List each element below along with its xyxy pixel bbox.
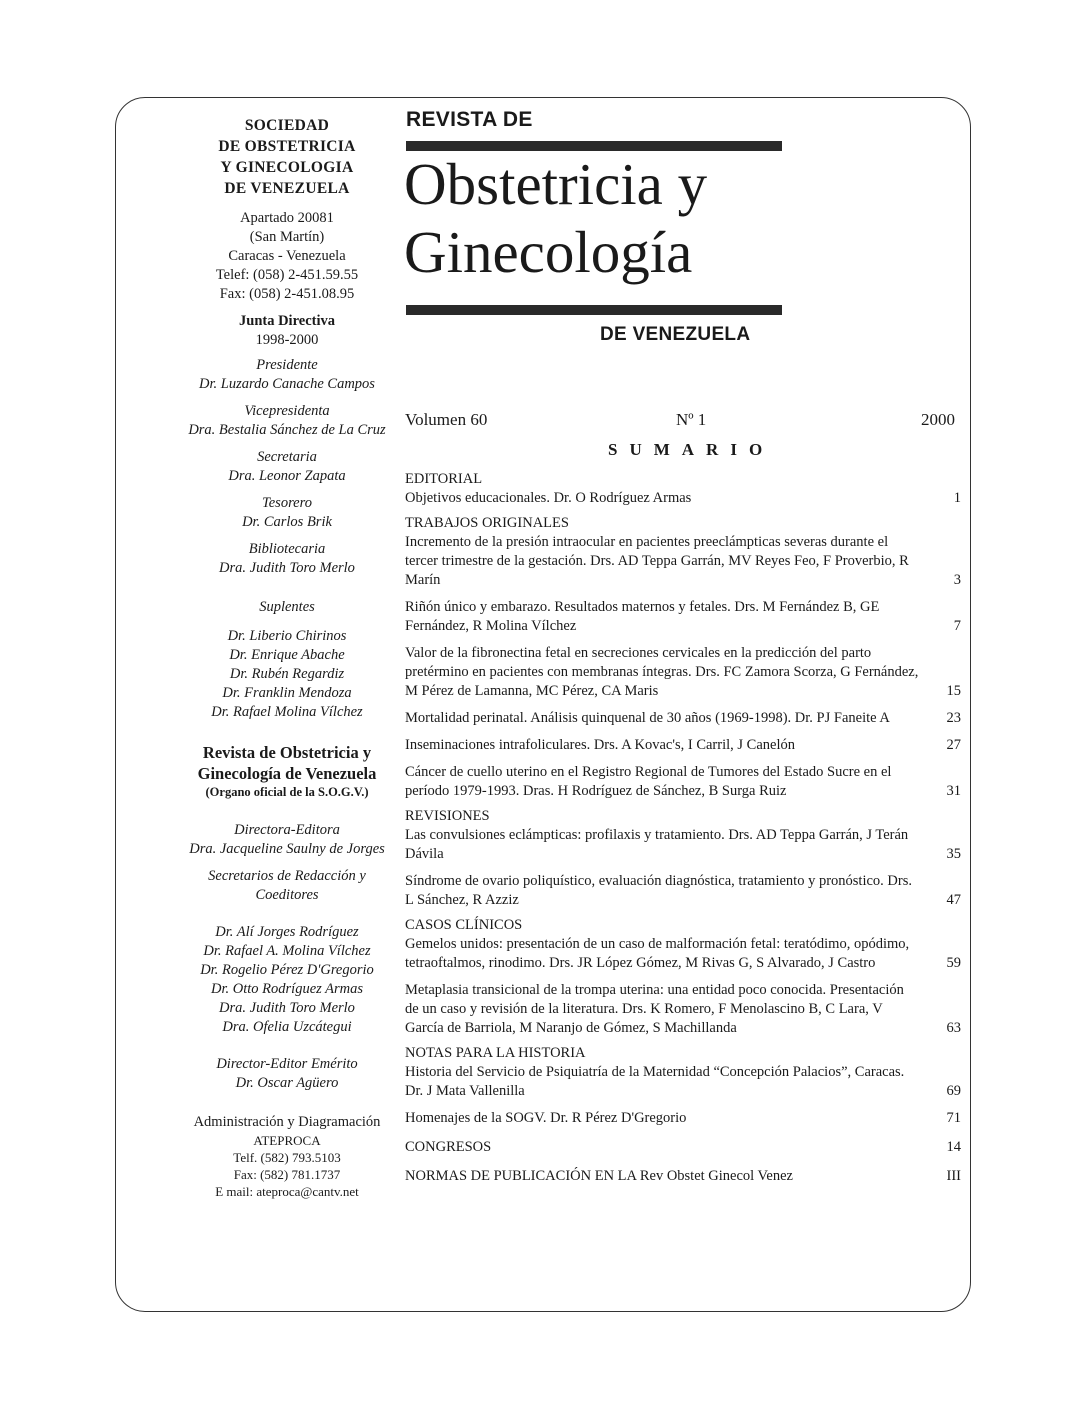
toc-entry-page: 23 xyxy=(946,710,961,726)
section-heading: NOTAS PARA LA HISTORIA xyxy=(405,1045,586,1061)
suplente-name: Dr. Rubén Regardiz xyxy=(229,666,345,682)
journal-name-line: Revista de Obstetricia y xyxy=(202,743,372,762)
issue-year: 2000 xyxy=(921,410,955,429)
secretaries-role: Secretarios de Redacción y xyxy=(208,868,366,884)
secretary-name: Dra. Ofelia Uzcátegui xyxy=(222,1019,352,1035)
journal-organ: (Organo oficial de la S.O.G.V.) xyxy=(205,785,369,799)
admin-line: ATEPROCA xyxy=(253,1133,321,1148)
toc-entry-page: 14 xyxy=(946,1139,961,1155)
role-title: Tesorero xyxy=(262,495,312,511)
secretary-name: Dr. Alí Jorges Rodríguez xyxy=(215,924,359,940)
toc-entry-text: NORMAS DE PUBLICACIÓN EN LA Rev Obstet Ginecol Venez xyxy=(405,1168,793,1184)
masthead-title xyxy=(404,150,707,286)
toc-entry-text: Historia del Servicio de Psiquiatría de la Maternidad “Concepción Palacios”, Caracas. Dr. J Mata Vallenilla xyxy=(405,1064,905,1099)
toc-entry[interactable] xyxy=(405,1063,961,1101)
emeritus-role: Director-Editor Emérito xyxy=(216,1056,358,1072)
masthead-title-line: Ginecología xyxy=(404,219,693,285)
toc-entry-page: 47 xyxy=(946,892,961,908)
role-title: Bibliotecaria xyxy=(248,541,326,557)
toc-entry-page: 3 xyxy=(953,572,961,588)
section-heading: EDITORIAL xyxy=(405,471,483,487)
secretaries-role: Coeditores xyxy=(255,887,319,903)
masthead-bottom: DE VENEZUELA xyxy=(600,324,751,345)
society-name-line: SOCIEDAD xyxy=(244,117,330,134)
sumario-heading: SUMARIO xyxy=(608,440,775,459)
secretary-name: Dr. Rogelio Pérez D'Gregorio xyxy=(200,962,374,978)
emeritus-name: Dr. Oscar Agüero xyxy=(235,1075,339,1091)
secretary-name: Dr. Rafael A. Molina Vílchez xyxy=(203,943,371,959)
toc-entry-page: III xyxy=(946,1168,961,1184)
toc-entry[interactable] xyxy=(405,598,961,636)
toc-entry[interactable] xyxy=(405,533,961,590)
editor-role: Directora-Editora xyxy=(234,822,340,838)
role-name: Dr. Luzardo Canache Campos xyxy=(199,376,375,392)
toc-entry-normas[interactable] xyxy=(405,1167,961,1186)
secretary-name: Dr. Otto Rodríguez Armas xyxy=(211,981,363,997)
board-title: Junta Directiva xyxy=(239,313,335,329)
address-line: Fax: (058) 2-451.08.95 xyxy=(219,286,355,302)
toc-entry-page: 7 xyxy=(953,618,961,634)
toc-entry-page: 27 xyxy=(946,737,961,753)
role-name: Dra. Bestalia Sánchez de La Cruz xyxy=(188,422,386,438)
editor-name: Dra. Jacqueline Saulny de Jorges xyxy=(189,841,385,857)
address-line: Apartado 20081 xyxy=(240,210,334,226)
section-heading: REVISIONES xyxy=(405,808,490,824)
journal-name-line: Ginecología de Venezuela xyxy=(197,764,377,783)
toc-entry-text: CONGRESOS xyxy=(405,1139,492,1155)
toc-entry-page: 31 xyxy=(946,783,961,799)
toc-entry[interactable] xyxy=(405,736,961,755)
toc-entry-page: 71 xyxy=(946,1110,961,1126)
masthead-rule-bottom xyxy=(406,305,782,315)
suplente-name: Dr. Enrique Abache xyxy=(229,647,345,663)
toc-entry-page: 1 xyxy=(953,490,961,506)
toc-entry[interactable] xyxy=(405,872,961,910)
suplente-name: Dr. Liberio Chirinos xyxy=(227,628,347,644)
toc-entry-page: 35 xyxy=(946,846,961,862)
toc-entry-text: Riñón único y embarazo. Resultados maternos y fetales. Drs. M Fernández B, GE Fernández, R Molina Vílchez xyxy=(405,599,880,634)
board-years: 1998-2000 xyxy=(255,332,319,348)
toc-entry[interactable] xyxy=(405,709,961,728)
suplente-name: Dr. Rafael Molina Vílchez xyxy=(211,704,363,720)
toc-entry-text: Síndrome de ovario poliquístico, evaluación diagnóstica, tratamiento y pronóstico. Drs. L Sánchez, R Azziz xyxy=(405,873,912,908)
masthead-title-line: Obstetricia y xyxy=(404,151,708,217)
toc-entry-text: Incremento de la presión intraocular en pacientes preeclámpticas severas durante el tercer trimestre de la gestación. Drs. AD Teppa Garrán, MV Reyes Feo, F Proverbio, R Marín xyxy=(405,534,909,588)
society-name-line: Y GINECOLOGIA xyxy=(220,159,354,176)
admin-title: Administración y Diagramación xyxy=(193,1114,381,1130)
toc-entry[interactable] xyxy=(405,826,961,864)
secretary-name: Dra. Judith Toro Merlo xyxy=(219,1000,355,1016)
toc-entry-text: Homenajes de la SOGV. Dr. R Pérez D'Gregorio xyxy=(405,1110,687,1126)
toc-entry[interactable] xyxy=(405,1109,961,1128)
role-name: Dra. Judith Toro Merlo xyxy=(219,560,355,576)
toc-entry[interactable] xyxy=(405,935,961,973)
role-title: Vicepresidenta xyxy=(244,403,330,419)
admin-line: Fax: (582) 781.1737 xyxy=(233,1167,341,1182)
table-of-contents xyxy=(405,470,961,1186)
address-line: Caracas - Venezuela xyxy=(228,248,346,264)
issue-volume: Volumen 60 xyxy=(405,410,488,429)
role-name: Dra. Leonor Zapata xyxy=(228,468,346,484)
toc-entry-page: 15 xyxy=(946,683,961,699)
toc-entry-congresos[interactable] xyxy=(405,1138,961,1157)
toc-entry-text: Gemelos unidos: presentación de un caso de malformación fetal: teratódimo, opódimo, tetraoftalmos, rinodimo. Drs. JR López Gómez, M Rivas G, S Alvarado, J Castro xyxy=(405,936,910,971)
society-name-line: DE VENEZUELA xyxy=(224,180,350,197)
admin-line: E mail: ateproca@cantv.net xyxy=(215,1184,359,1199)
toc-entry[interactable] xyxy=(405,981,961,1038)
toc-entry[interactable] xyxy=(405,644,961,701)
toc-entry[interactable] xyxy=(405,489,961,508)
role-name: Dr. Carlos Brik xyxy=(242,514,332,530)
society-name-line: DE OBSTETRICIA xyxy=(218,138,356,155)
toc-entry-text: Valor de la fibronectina fetal en secreciones cervicales en la predicción del parto pretérmino en pacientes con membranas íntegras. Drs. FC Zamora Scorza, G Fernández, M Pérez de Lamanna, MC Pérez, CA Maris xyxy=(405,645,919,699)
suplente-name: Dr. Franklin Mendoza xyxy=(222,685,352,701)
role-title: Presidente xyxy=(256,357,318,373)
masthead-top: REVISTA DE xyxy=(406,108,533,131)
toc-entry[interactable] xyxy=(405,763,961,801)
toc-entry-text: Cáncer de cuello uterino en el Registro Regional de Tumores del Estado Sucre en el período 1979-1993. Dras. H Rodríguez de Sánchez, B Surga Ruiz xyxy=(405,764,892,799)
role-title: Secretaria xyxy=(257,449,317,465)
toc-entry-page: 69 xyxy=(946,1083,961,1099)
section-heading: CASOS CLÍNICOS xyxy=(405,917,523,933)
toc-entry-page: 59 xyxy=(946,955,961,971)
toc-entry-text: Mortalidad perinatal. Análisis quinquenal de 30 años (1969-1998). Dr. PJ Faneite A xyxy=(405,710,890,726)
admin-line: Telf. (582) 793.5103 xyxy=(233,1150,341,1165)
section-heading: TRABAJOS ORIGINALES xyxy=(405,515,569,531)
toc-entry-text: Inseminaciones intrafoliculares. Drs. A Kovac's, I Carril, J Canelón xyxy=(405,737,795,753)
suplentes-title: Suplentes xyxy=(259,599,315,615)
address-line: Telef: (058) 2-451.59.55 xyxy=(215,267,359,283)
address-line: (San Martín) xyxy=(249,229,325,245)
toc-entry-text: Las convulsiones eclámpticas: profilaxis y tratamiento. Drs. AD Teppa Garrán, J Terán Dávila xyxy=(405,827,909,862)
toc-entry-text: Metaplasia transicional de la trompa uterina: una entidad poco conocida. Presentación de un caso y revisión de la literatura. Drs. K Romero, F Menolascino B, C Lara, V García de Barriola, M Naranjo de Gómez, S Machillanda xyxy=(405,982,904,1036)
issue-number: Nº 1 xyxy=(676,410,707,429)
toc-entry-page: 63 xyxy=(946,1020,961,1036)
toc-entry-text: Objetivos educacionales. Dr. O Rodríguez Armas xyxy=(405,490,692,506)
